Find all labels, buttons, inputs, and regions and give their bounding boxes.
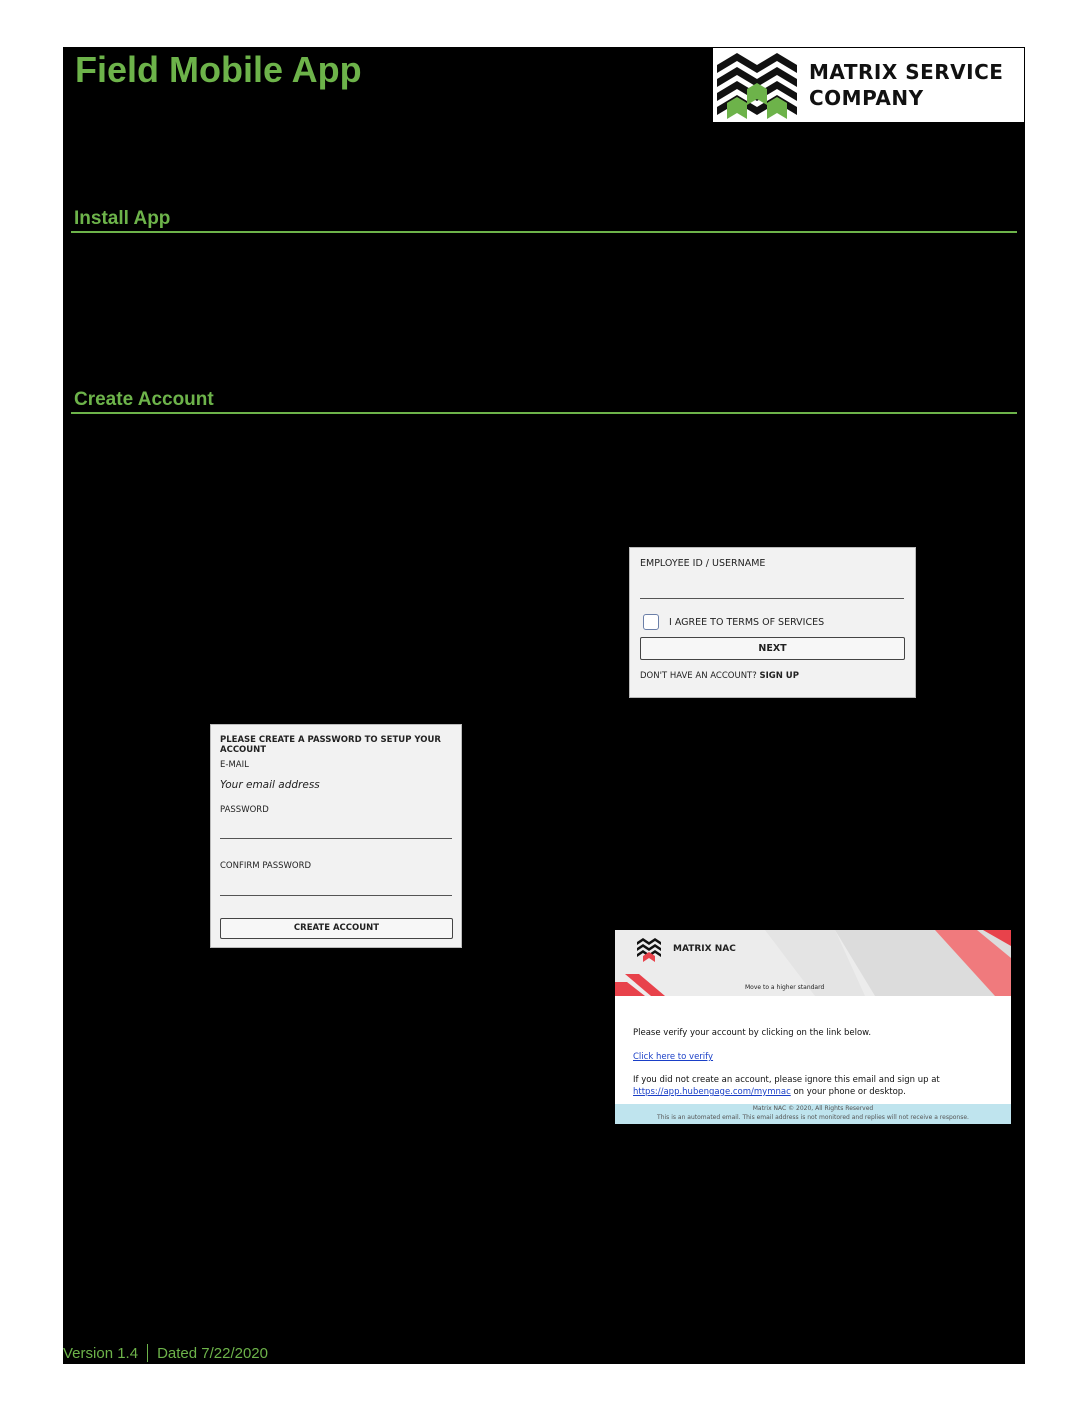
- logo-wordmark: [809, 59, 1003, 111]
- logo-line-1: MATRIX SERVICE: [809, 60, 1004, 84]
- create-password-screenshot: [210, 724, 462, 948]
- signup-row: [640, 671, 799, 681]
- section-title-install: Install App: [74, 208, 171, 229]
- next-button[interactable]: NEXT: [640, 637, 905, 660]
- company-logo: [713, 48, 1024, 122]
- email-footer: [615, 1104, 1011, 1124]
- email-footer-note: This is an automated email. This email address is not monitored and replies will not receive a response.: [657, 1114, 969, 1121]
- password-field[interactable]: [220, 838, 452, 839]
- footer-divider: [147, 1344, 148, 1362]
- terms-label: I AGREE TO TERMS OF SERVICES: [669, 616, 825, 628]
- verify-link[interactable]: Click here to verify: [633, 1052, 714, 1062]
- verification-email-screenshot: [615, 930, 1011, 1124]
- signup-link[interactable]: SIGN UP: [759, 671, 799, 681]
- document-page: [63, 47, 1025, 1364]
- matrix-logo-icon: [715, 49, 799, 121]
- page-title: Field Mobile App: [75, 49, 362, 90]
- password-heading: PLEASE CREATE A PASSWORD TO SETUP YOUR ACCOUNT: [220, 735, 441, 755]
- terms-checkbox[interactable]: [643, 614, 659, 630]
- terms-row: [643, 614, 824, 630]
- username-label: EMPLOYEE ID / USERNAME: [640, 558, 766, 569]
- create-account-button[interactable]: CREATE ACCOUNT: [220, 918, 453, 939]
- login-screenshot: [629, 547, 916, 698]
- section-title-create-account: Create Account: [74, 389, 214, 410]
- email-field[interactable]: Your email address: [220, 779, 320, 791]
- email-tagline: Move to a higher standard: [745, 984, 825, 991]
- email-ignore-text: If you did not create an account, please ignore this email and sign up at: [633, 1075, 940, 1085]
- email-brand: MATRIX NAC: [673, 944, 736, 954]
- email-label: E-MAIL: [220, 760, 249, 770]
- section-rule-install: [71, 231, 1017, 233]
- email-signup-line: [633, 1087, 906, 1097]
- confirm-password-field[interactable]: [220, 895, 452, 896]
- signup-prompt: DON'T HAVE AN ACCOUNT?: [640, 671, 757, 681]
- logo-line-2: COMPANY: [809, 86, 924, 110]
- version-number: Version 1.4: [63, 1344, 139, 1362]
- username-input[interactable]: [640, 598, 904, 599]
- email-message: Please verify your account by clicking on the link below.: [633, 1028, 872, 1038]
- version-date: Dated 7/22/2020: [157, 1344, 268, 1362]
- signup-suffix: on your phone or desktop.: [793, 1087, 906, 1097]
- version-footer: [63, 1344, 268, 1362]
- email-banner: [615, 930, 1011, 996]
- password-label: PASSWORD: [220, 805, 269, 815]
- email-footer-copyright: Matrix NAC © 2020, All Rights Reserved: [752, 1105, 874, 1112]
- section-rule-create-account: [71, 412, 1017, 414]
- signup-url-link[interactable]: https://app.hubengage.com/mymnac: [633, 1087, 791, 1097]
- confirm-password-label: CONFIRM PASSWORD: [220, 861, 312, 871]
